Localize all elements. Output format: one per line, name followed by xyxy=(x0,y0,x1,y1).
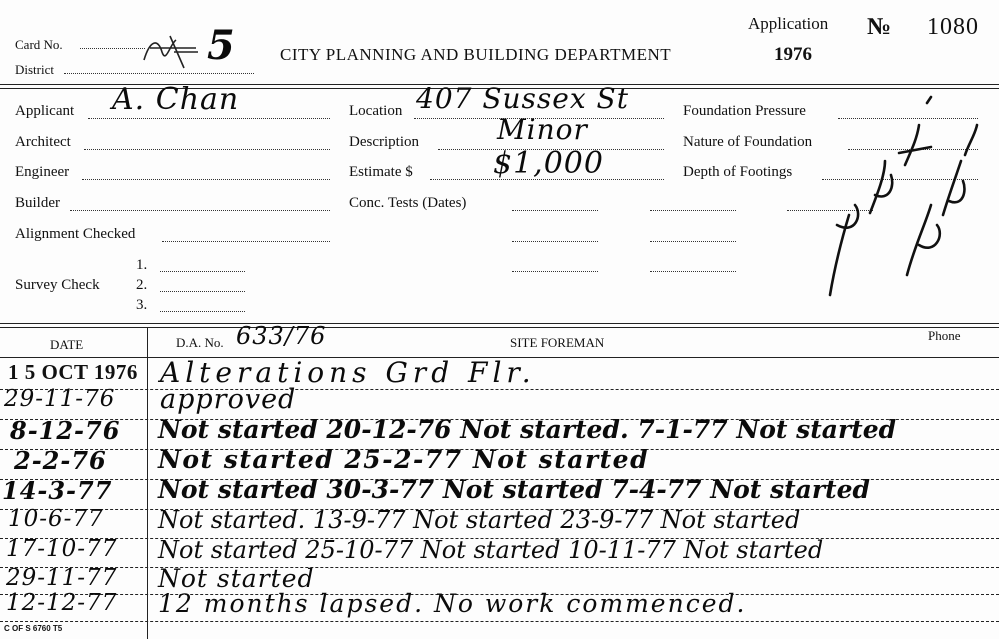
applicant-line xyxy=(88,118,330,119)
log-date: 12-12-77 xyxy=(6,590,118,616)
table-top-rule-2 xyxy=(0,327,999,328)
log-date: 17-10-77 xyxy=(6,536,118,562)
estimate-label: Estimate $ xyxy=(349,164,413,180)
phone-header: Phone xyxy=(928,328,961,343)
log-entry: Not started. 13-9-77 Not started 23-9-77 Not started xyxy=(158,506,801,534)
da-number-value: 633/76 xyxy=(236,322,327,350)
date-column-header: DATE xyxy=(50,337,84,352)
log-date: 14-3-77 xyxy=(2,476,113,505)
district-label: District xyxy=(15,62,54,77)
conc-line-b3 xyxy=(650,271,736,272)
conc-line-a2 xyxy=(512,241,598,242)
table-top-rule xyxy=(0,323,999,324)
engineer-label: Engineer xyxy=(15,164,70,180)
log-entry: 12 months lapsed. No work commenced. xyxy=(158,589,747,618)
log-date: 8-12-76 xyxy=(10,416,121,445)
log-date: 29-11-77 xyxy=(6,565,118,591)
log-date: 2-2-76 xyxy=(14,446,107,475)
log-entry: Not started 25-2-77 Not started xyxy=(158,445,650,474)
site-foreman-header: SITE FOREMAN xyxy=(510,335,605,350)
builder-line xyxy=(70,210,330,211)
description-value: Minor xyxy=(497,113,588,146)
nature-of-foundation-label: Nature of Foundation xyxy=(683,134,813,150)
estimate-value: $1,000 xyxy=(493,146,604,181)
conc-line-a3 xyxy=(512,271,598,272)
log-date: 29-11-76 xyxy=(4,386,116,412)
application-label: Application xyxy=(748,14,829,33)
number-sign: № xyxy=(867,14,892,40)
engineer-line xyxy=(82,179,330,180)
log-entry: approved xyxy=(160,384,297,415)
foundation-pressure-label: Foundation Pressure xyxy=(683,103,806,119)
log-entry: Not started 20-12-76 Not started. 7-1-77 Not started xyxy=(158,415,897,444)
location-label: Location xyxy=(349,103,403,119)
conc-line-b2 xyxy=(650,241,736,242)
log-date: 10-6-77 xyxy=(8,506,104,532)
builder-label: Builder xyxy=(15,195,60,211)
description-label: Description xyxy=(349,134,419,150)
depth-of-footings-label: Depth of Footings xyxy=(683,164,793,180)
row-divider xyxy=(0,621,999,622)
survey-line-3 xyxy=(160,311,245,312)
table-column-divider xyxy=(147,327,148,639)
district-value: 5 xyxy=(207,22,236,69)
log-date: 1 5 OCT 1976 xyxy=(8,360,138,384)
conc-line-b1 xyxy=(650,210,736,211)
architect-label: Architect xyxy=(15,134,71,150)
survey-line-2 xyxy=(160,291,245,292)
survey-check-label: Survey Check xyxy=(15,277,100,293)
survey-item-3: 3. xyxy=(136,297,148,313)
applicant-value: A. Chan xyxy=(112,82,240,117)
alignment-line xyxy=(162,241,330,242)
survey-line-1 xyxy=(160,271,245,272)
survey-item-2: 2. xyxy=(136,277,148,293)
card-no-line xyxy=(80,48,145,49)
location-value: 407 Sussex St xyxy=(416,82,629,115)
log-entry: Alterations Grd Flr. xyxy=(160,356,536,389)
alignment-label: Alignment Checked xyxy=(15,226,136,242)
conc-tests-label: Conc. Tests (Dates) xyxy=(349,195,467,211)
architect-line xyxy=(84,149,330,150)
survey-item-1: 1. xyxy=(136,257,148,273)
conc-line-a1 xyxy=(512,210,598,211)
applicant-label: Applicant xyxy=(15,103,75,119)
log-entry: Not started 30-3-77 Not started 7-4-77 Not started xyxy=(158,475,870,504)
form-code: C OF S 6760 T5 xyxy=(4,624,63,633)
log-entry: Not started 25-10-77 Not started 10-11-77 Not started xyxy=(158,536,824,564)
application-number: 1080 xyxy=(927,14,979,40)
struck-out-district-mark xyxy=(140,30,204,70)
application-year: 1976 xyxy=(774,44,812,65)
department-title: CITY PLANNING AND BUILDING DEPARTMENT xyxy=(280,45,672,64)
handwritten-lapsed-annotation xyxy=(815,95,985,310)
district-line xyxy=(64,73,254,74)
log-entry: Not started xyxy=(158,564,315,593)
card-no-label: Card No. xyxy=(15,37,63,52)
row-divider xyxy=(0,389,999,390)
row-divider xyxy=(0,567,999,568)
da-number-label: D.A. No. xyxy=(176,335,224,350)
